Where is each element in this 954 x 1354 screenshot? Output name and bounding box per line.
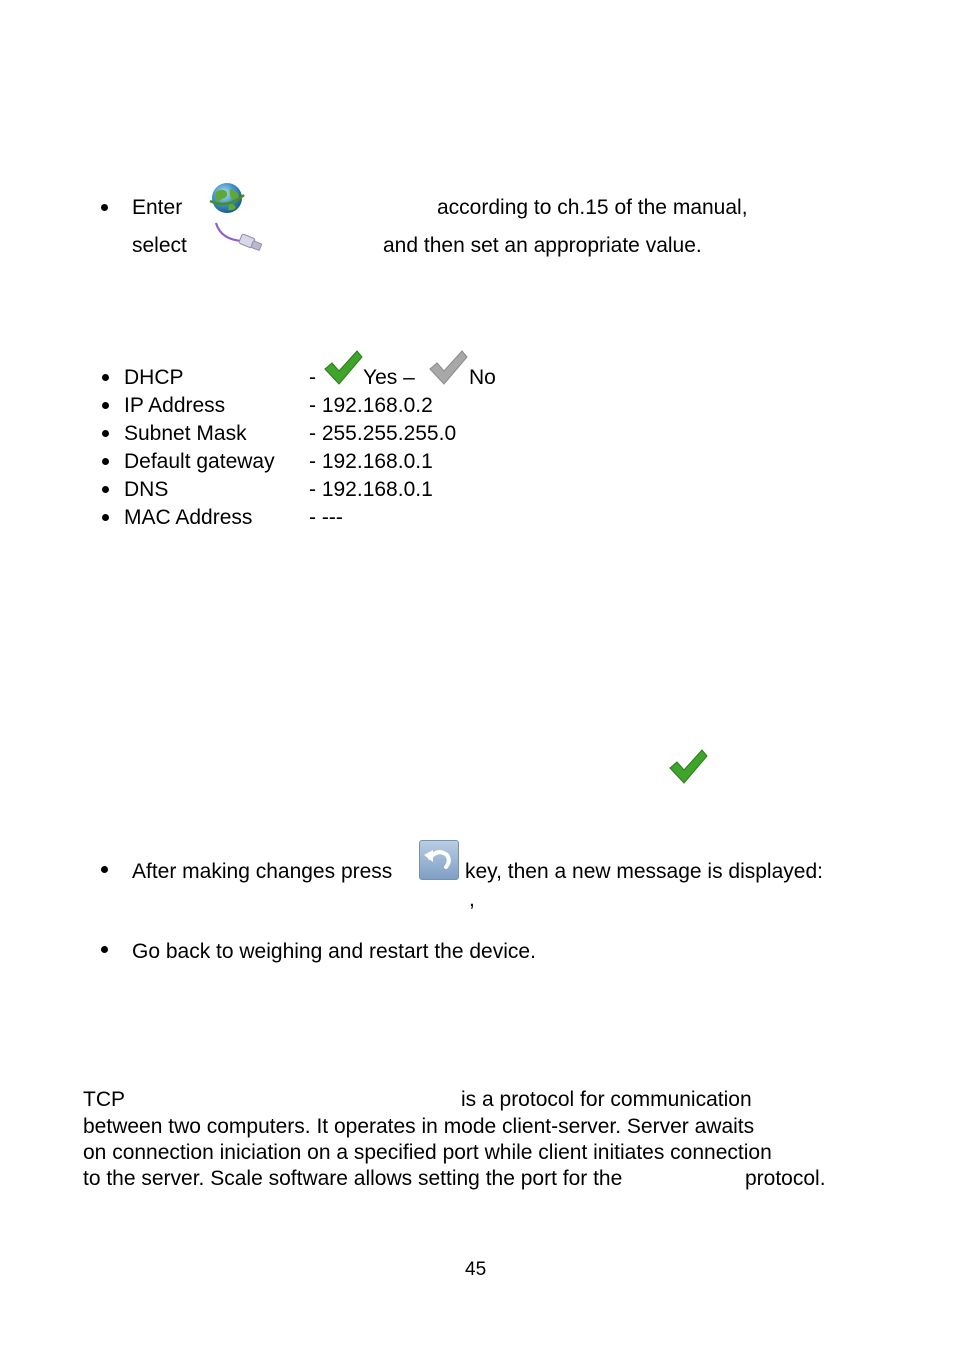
select-label: select — [132, 234, 187, 257]
message-comma: , — [469, 888, 475, 911]
network-cable-icon — [213, 220, 265, 256]
bullet — [102, 486, 109, 493]
tcp-line-4-start: to the server. Scale software allows setting the port for the — [83, 1167, 623, 1190]
setting-label-dhcp: DHCP — [124, 366, 184, 389]
bullet — [101, 946, 108, 953]
setting-label-mac-address: MAC Address — [124, 506, 253, 529]
tcp-first-line-rest: is a protocol for communication — [461, 1088, 752, 1111]
setting-value-dns: - 192.168.0.1 — [309, 478, 433, 501]
bullet — [102, 514, 109, 521]
bullet — [101, 866, 108, 873]
tcp-line-4-end: protocol. — [745, 1167, 826, 1190]
bullet — [102, 374, 109, 381]
tcp-line-2: between two computers. It operates in mode client-server. Server awaits — [83, 1115, 755, 1138]
select-instruction-text: and then set an appropriate value. — [383, 234, 702, 257]
back-arrow-icon — [419, 840, 459, 880]
enter-label: Enter — [132, 196, 183, 219]
tcp-line-3: on connection iniciation on a specified port while client initiates connection — [83, 1141, 772, 1164]
bullet — [102, 458, 109, 465]
tcp-first-word: TCP — [83, 1088, 125, 1111]
dhcp-no-label: No — [469, 366, 496, 389]
setting-value-mac-address: - --- — [309, 506, 343, 529]
restart-text: Go back to weighing and restart the device. — [132, 940, 536, 963]
grey-checkmark-icon — [427, 349, 469, 387]
green-checkmark-icon — [322, 349, 364, 387]
setting-label-dns: DNS — [124, 478, 169, 501]
bullet — [101, 204, 108, 211]
globe-icon — [207, 180, 247, 216]
setting-value-default-gateway: - 192.168.0.1 — [309, 450, 433, 473]
page-number: 45 — [465, 1259, 487, 1280]
dhcp-yes-label: Yes – — [363, 366, 415, 389]
enter-instruction-text: according to ch.15 of the manual, — [437, 196, 748, 219]
bullet — [102, 430, 109, 437]
dhcp-dash: - — [309, 366, 316, 389]
after-key-text: key, then a new message is displayed: — [465, 860, 823, 883]
green-checkmark-icon — [666, 748, 710, 786]
setting-label-default-gateway: Default gateway — [124, 450, 275, 473]
setting-value-subnet-mask: - 255.255.255.0 — [309, 422, 457, 445]
setting-value-ip-address: - 192.168.0.2 — [309, 394, 433, 417]
after-changes-text: After making changes press — [132, 860, 393, 883]
setting-label-ip-address: IP Address — [124, 394, 226, 417]
setting-label-subnet-mask: Subnet Mask — [124, 422, 247, 445]
bullet — [102, 402, 109, 409]
